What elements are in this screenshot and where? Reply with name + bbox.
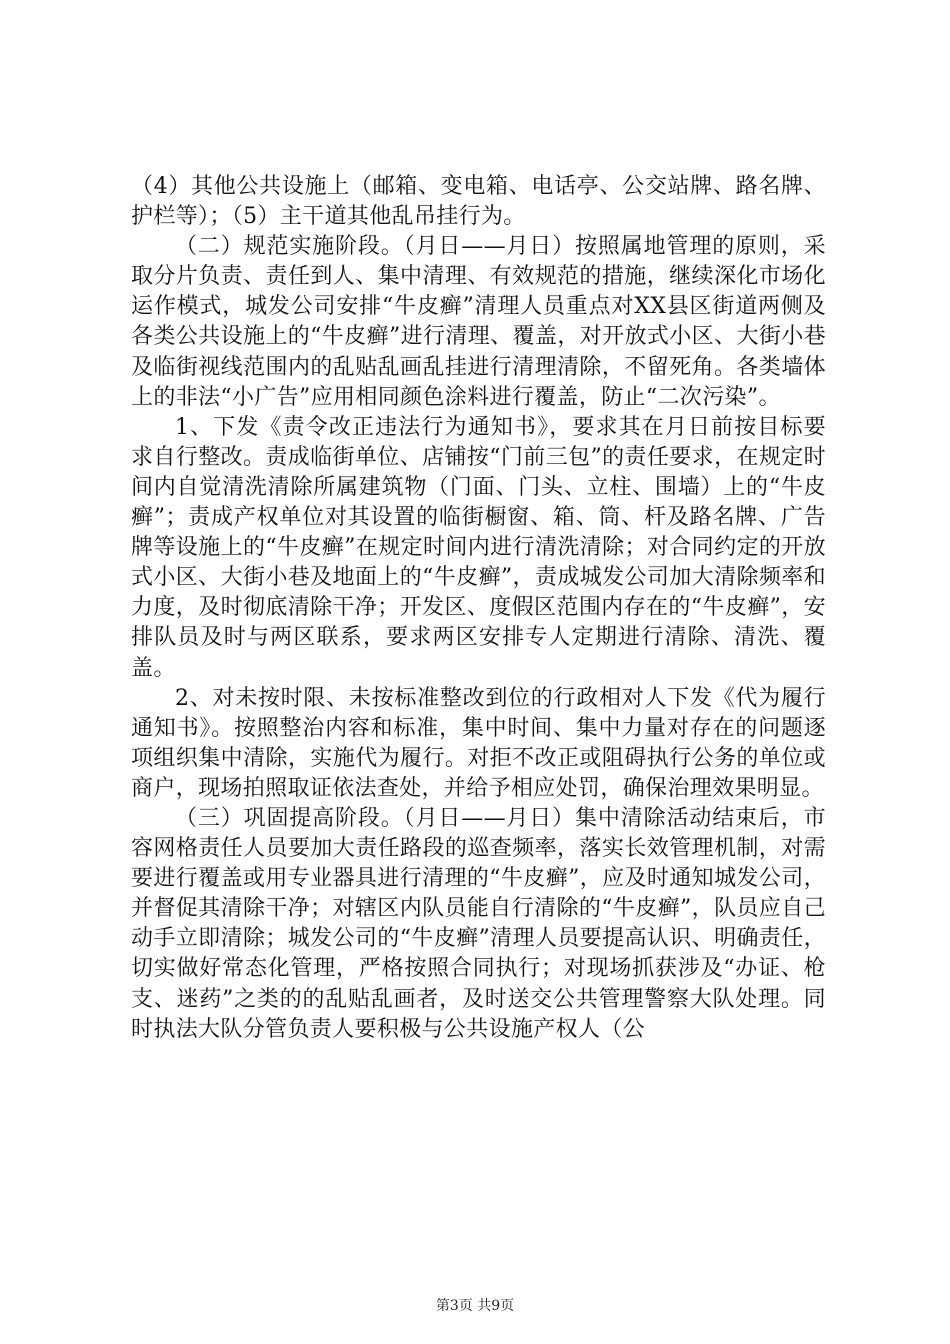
paragraph-stage-three: （三）巩固提高阶段。（月日——月日）集中清除活动结束后，市容网格责任人员要加大责任路段的巡查频率，落实长效管理机制，对需要进行覆盖或用专业器具进行清理的“牛皮癣”，应及时通知城发公司，并督促其清除干净；对辖区内队员能自行清除的“牛皮癣”，队员应自己动手立即清除；城发公司的“牛皮癣”清理人员要提高认识、明确责任，切实做好常态化管理，严格按照合同执行；对现场抓获涉及“办证、枪支、迷药”之类的的乱贴乱画者，及时送交公共管理警察大队处理。同时执法大队分管负责人要积极与公共设施产权人（公 — [131, 805, 826, 1042]
page-number-label: 第3页 共9页 — [435, 1298, 515, 1314]
document-body — [131, 172, 826, 1045]
page-footer — [0, 1297, 950, 1315]
paragraph-notice-correction: 1、下发《责令改正违法行为通知书》，要求其在月日前按目标要求自行整改。责成临街单位、店铺按“门前三包”的责任要求，在规定时间内自觉清洗清除所属建筑物（门面、门头、立柱、围墙）上的“牛皮癣”；责成产权单位对其设置的临街橱窗、箱、筒、杆及路名牌、广告牌等设施上的“牛皮癣”在规定时间内进行清洗清除；对合同约定的开放式小区、大街小巷及地面上的“牛皮癣”，责成城发公司加大清除频率和力度，及时彻底清除干净；开发区、度假区范围内存在的“牛皮癣”，安排队员及时与两区联系，要求两区安排专人定期进行清除、清洗、覆盖。 — [131, 414, 826, 681]
paragraph-notice-substitute: 2、对未按时限、未按标准整改到位的行政相对人下发《代为履行通知书》。按照整治内容和标准，集中时间、集中力量对存在的问题逐项组织集中清除，实施代为履行。对拒不改正或阻碍执行公务的单位或商户，现场拍照取证依法查处，并给予相应处罚，确保治理效果明显。 — [131, 685, 826, 801]
paragraph-stage-two: （二）规范实施阶段。（月日——月日）按照属地管理的原则，采取分片负责、责任到人、集中清理、有效规范的措施，继续深化市场化运作模式，城发公司安排“牛皮癣”清理人员重点对XX县区街道两侧及各类公共设施上的“牛皮癣”进行清理、覆盖，对开放式小区、大街小巷及临街视线范围内的乱贴乱画乱挂进行清理清除，不留死角。各类墙体上的非法“小广告”应用相同颜色涂料进行覆盖，防止“二次污染”。 — [131, 234, 826, 410]
paragraph-item-4: （4）其他公共设施上（邮箱、变电箱、电话亭、公交站牌、路名牌、护栏等）；（5）主干道其他乱吊挂行为。 — [131, 174, 826, 230]
